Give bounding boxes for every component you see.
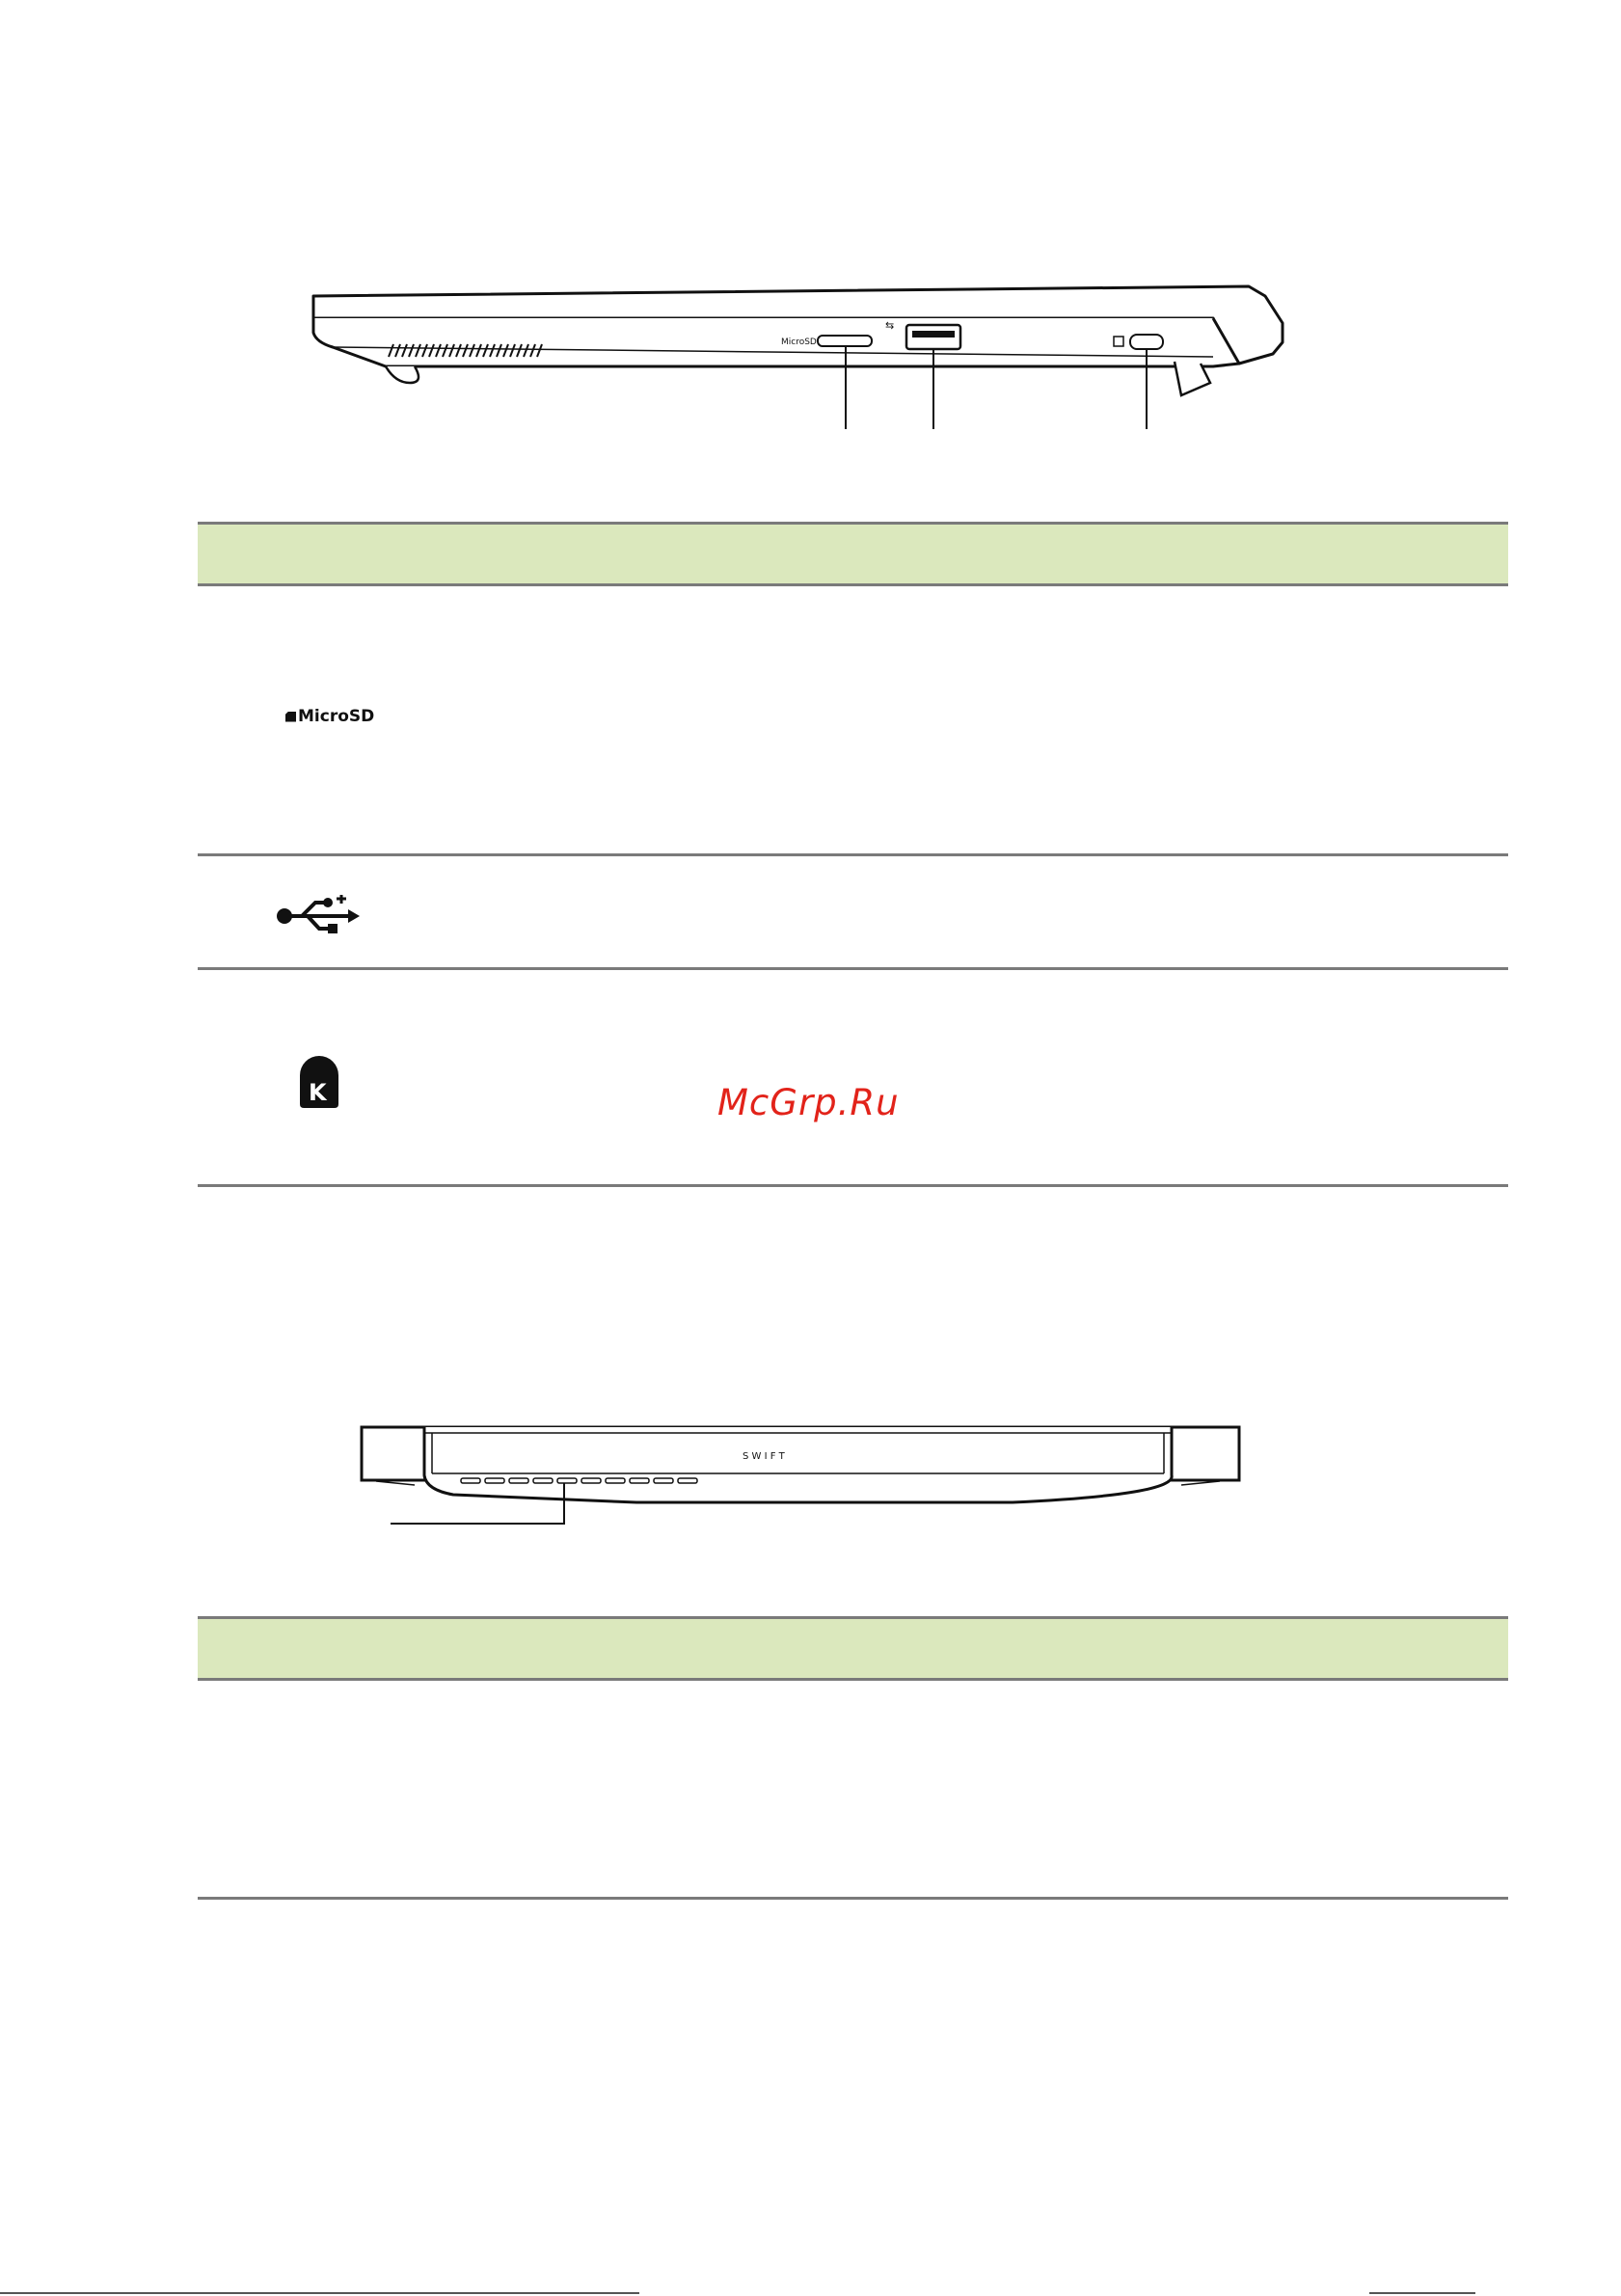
- rear-table-header: [198, 1616, 1508, 1681]
- ports-table-header: [198, 522, 1508, 586]
- kensington-lock-icon: [296, 1048, 342, 1110]
- usb-icon: [275, 895, 362, 937]
- table-row-divider: [198, 967, 1508, 970]
- svg-text:⇆: ⇆: [885, 319, 895, 332]
- brand-logo-text: S W I F T: [743, 1451, 785, 1462]
- svg-text:K: K: [309, 1079, 327, 1106]
- microsd-slot-label: MicroSD: [781, 338, 817, 347]
- footer-rule-right: [1369, 2292, 1475, 2294]
- microsd-icon: [285, 707, 374, 726]
- table-bottom-rule: [198, 1897, 1508, 1900]
- table-bottom-rule: [198, 1184, 1508, 1187]
- watermark: McGrp.Ru: [717, 1082, 900, 1123]
- table-row-divider: [198, 853, 1508, 856]
- footer-rule-left: [0, 2292, 639, 2294]
- laptop-right-side-illustration: [289, 275, 1311, 439]
- laptop-rear-illustration: [347, 1418, 1254, 1533]
- microsd-icon-label: MicroSD: [298, 707, 375, 726]
